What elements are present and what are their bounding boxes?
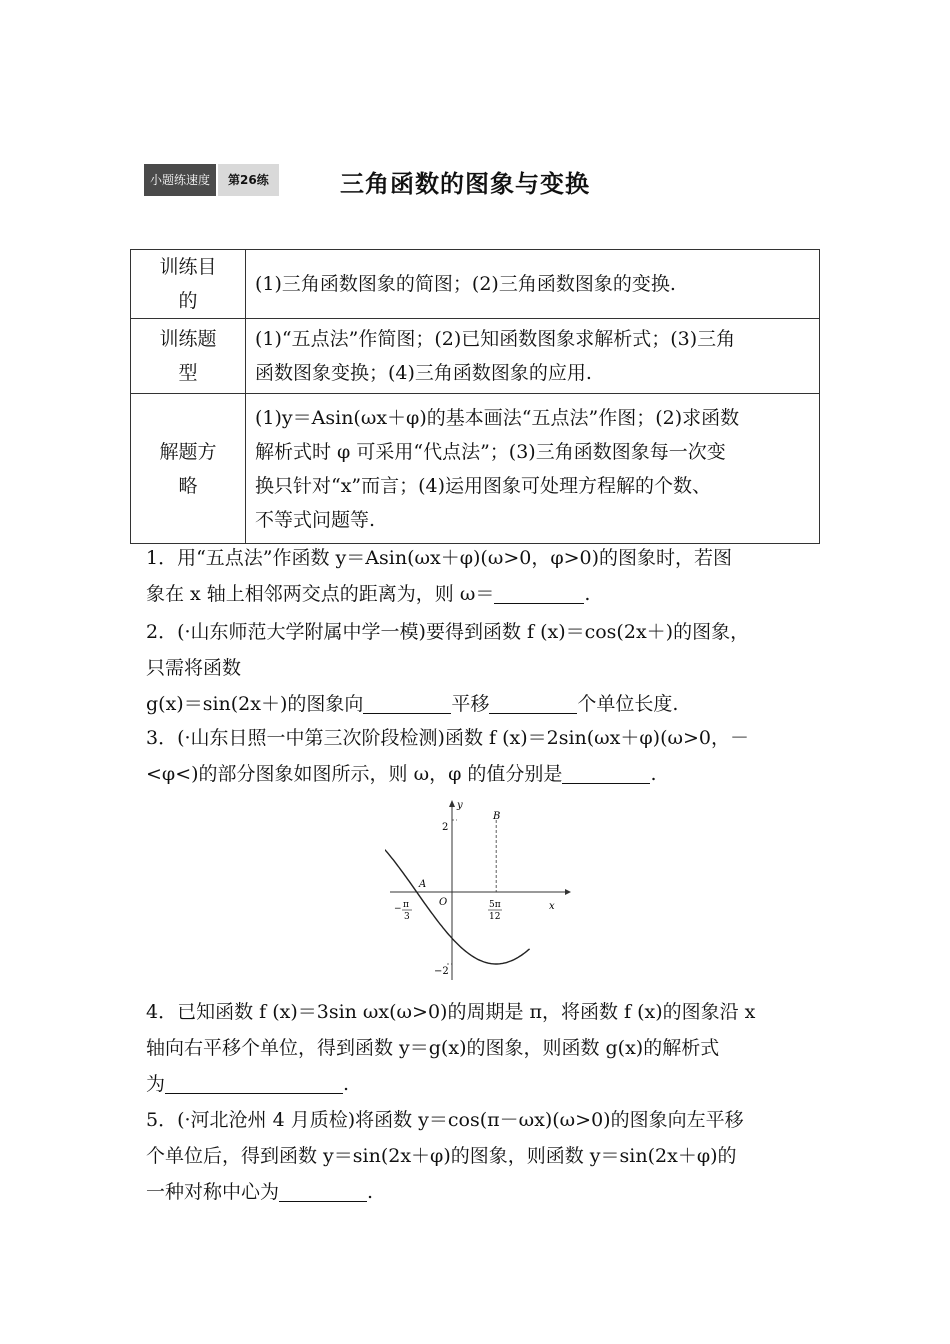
x-right-denominator: 12 xyxy=(489,912,501,922)
answer-blank[interactable] xyxy=(363,691,451,714)
question-text: . xyxy=(650,763,657,785)
question-line: 1．用“五点法”作函数 y＝Asin(ωx＋φ)(ω>0，φ>0)的图象时，若图 xyxy=(146,547,733,569)
question-text: <φ<)的部分图象如图所示，则 ω，φ 的值分别是 xyxy=(146,763,563,785)
table-row xyxy=(131,319,820,394)
question-line xyxy=(146,756,814,792)
value-line: (1)y＝Asin(ωx＋φ)的基本画法“五点法”作图；(2)求函数 xyxy=(255,406,740,429)
answer-blank[interactable] xyxy=(165,1071,343,1094)
value-line: 函数图象变换；(4)三角函数图象的应用. xyxy=(255,362,592,384)
row-label xyxy=(131,394,246,544)
x-axis-arrow xyxy=(565,889,571,895)
point-b-label: B xyxy=(493,811,501,822)
question-text: . xyxy=(584,583,591,605)
question-text: . xyxy=(343,1073,350,1095)
label-line: 训练目 xyxy=(159,256,217,278)
sine-graph-figure xyxy=(385,795,575,985)
question-text: 为 xyxy=(146,1073,166,1095)
question-line: 个单位后，得到函数 y＝sin(2x＋φ)的图象，则函数 y＝sin(2x＋φ)的 xyxy=(146,1145,737,1167)
question-text: 一种对称中心为 xyxy=(146,1181,280,1203)
value-line: 换只针对“x”而言；(4)运用图象可处理方程解的个数、 xyxy=(255,474,712,497)
row-value xyxy=(246,394,820,544)
label-line: 的 xyxy=(178,290,198,312)
question-3 xyxy=(146,720,814,792)
answer-blank[interactable] xyxy=(562,761,650,784)
question-text: 象在 x 轴上相邻两交点的距离为，则 ω＝ xyxy=(146,583,495,605)
value-line: (1)三角函数图象的简图；(2)三角函数图象的变换. xyxy=(255,273,676,295)
sine-curve xyxy=(385,827,530,964)
value-line: 不等式问题等. xyxy=(255,508,376,531)
section-tag: 小题练速度 xyxy=(144,164,216,196)
question-line xyxy=(146,1066,814,1102)
exercise-number-tag: 第26练 xyxy=(216,164,279,196)
value-line: 解析式时 φ 可采用“代点法”；(3)三角函数图象每一次变 xyxy=(255,440,726,463)
page-title: 三角函数的图象与变换 xyxy=(340,170,590,198)
label-line: 解题方 xyxy=(159,440,217,463)
row-label xyxy=(131,319,246,394)
question-line: 3．(·山东日照一中第三次阶段检测)函数 f (x)＝2sin(ωx＋φ)(ω>0，－ xyxy=(146,727,750,749)
question-line xyxy=(146,1174,814,1210)
x-left-numerator: π xyxy=(403,900,409,910)
x-left-sign: − xyxy=(394,904,402,914)
answer-blank[interactable] xyxy=(279,1179,367,1202)
question-text: 平移 xyxy=(451,693,490,715)
question-text: 个单位长度. xyxy=(577,693,679,715)
question-1 xyxy=(146,540,814,612)
answer-blank[interactable] xyxy=(494,581,584,604)
label-line: 型 xyxy=(178,362,198,384)
question-line: 2．(·山东师范大学附属中学一模)要得到函数 f (x)＝cos(2x＋)的图象， xyxy=(146,621,750,643)
y-min-label: −2 xyxy=(434,966,449,977)
question-line xyxy=(146,686,814,722)
table-row xyxy=(131,394,820,544)
question-line: 5．(·河北沧州 4 月质检)将函数 y＝cos(π－ωx)(ω>0)的图象向左平移 xyxy=(146,1109,744,1131)
question-text: . xyxy=(367,1181,374,1203)
y-axis-label: y xyxy=(457,800,463,811)
x-left-denominator: 3 xyxy=(404,912,410,922)
question-line xyxy=(146,576,814,612)
point-a-label: A xyxy=(419,879,427,890)
question-line: 轴向右平移个单位，得到函数 y＝g(x)的图象，则函数 g(x)的解析式 xyxy=(146,1037,720,1059)
row-label xyxy=(131,250,246,319)
answer-blank[interactable] xyxy=(489,691,577,714)
question-line: 4．已知函数 f (x)＝3sin ωx(ω>0)的周期是 π，将函数 f (x)的图象沿 x xyxy=(146,1001,756,1023)
label-line: 训练题 xyxy=(159,328,217,350)
exercise-header xyxy=(144,164,279,196)
row-value xyxy=(246,250,820,319)
question-5 xyxy=(146,1102,814,1210)
question-line: 只需将函数 xyxy=(146,657,242,679)
table-row xyxy=(131,250,820,319)
x-right-numerator: 5π xyxy=(489,900,501,910)
x-axis-label: x xyxy=(549,901,555,912)
value-line: (1)“五点法”作简图；(2)已知函数图象求解析式；(3)三角 xyxy=(255,328,736,350)
label-line: 略 xyxy=(178,474,198,497)
question-2 xyxy=(146,614,814,722)
row-value xyxy=(246,319,820,394)
question-text: g(x)＝sin(2x＋)的图象向 xyxy=(146,693,364,715)
y-max-label: 2 xyxy=(442,822,449,833)
origin-label: O xyxy=(439,897,448,908)
y-axis-arrow xyxy=(449,800,455,807)
training-goals-table xyxy=(130,249,820,544)
question-4 xyxy=(146,994,814,1102)
